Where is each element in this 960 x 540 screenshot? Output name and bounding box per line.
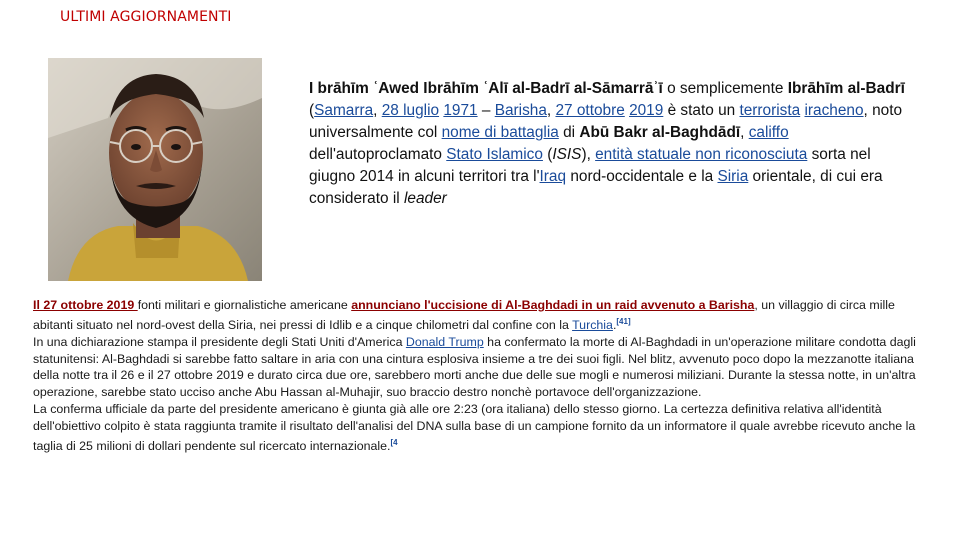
full-name: I brāhīm ʿAwed Ibrāhīm ʿAlī al-Badrī al-Sāmarrāʾī [309,80,663,97]
isis-abbr: ISIS [552,146,582,163]
short-name: Ibrāhīm al-Badrī [787,80,905,97]
paragraph-1: Il 27 ottobre 2019 fonti militari e giornalistiche americane annunciano l'uccisione di Al-Baghdadi in un raid avvenuto a Barisha, un villaggio di circa mille abitanti situato nel nord-ovest della Siria, nei pressi di Idlib e a cinque chilometri dal confine con la Turchia.[41] [33,298,895,332]
citation-41[interactable]: [41] [616,316,631,326]
portrait-photo [48,58,262,281]
link-iraq[interactable]: Iraq [539,168,567,185]
leader-word: leader [403,190,447,207]
link-barisha[interactable]: Barisha [494,102,547,119]
link-turchia[interactable]: Turchia [572,317,613,332]
link-birth-year[interactable]: 1971 [443,102,478,119]
news-body [33,297,925,454]
section-title: ULTIMI AGGIORNAMENTI [60,9,232,25]
portrait-image [48,58,262,281]
citation-4[interactable]: [4 [390,437,398,447]
intro-paragraph: I brāhīm ʿAwed Ibrāhīm ʿAlī al-Badrī al-Sāmarrāʾī o semplicemente Ibrāhīm al-Badrī (Samarra, 28 luglio 1971 – Barisha, 27 ottobre 2019 è stato un terrorista iracheno, noto universalmente col nome di battaglia di Abū Bakr al-Baghdādī, califfo dell'autoproclamato Stato Islamico (ISIS), entità statuale non riconosciuta sorta nel giugno 2014 in alcuni territori tra l'Iraq nord-occidentale e la Siria orientale, di cui era considerato il leader [309,80,905,207]
link-death-year[interactable]: 2019 [629,102,664,119]
link-iracheno[interactable]: iracheno [804,102,864,119]
link-death-date[interactable]: 27 ottobre [555,102,625,119]
link-nome-di-battaglia[interactable]: nome di battaglia [441,124,559,141]
link-califfo[interactable]: califfo [748,124,789,141]
link-siria[interactable]: Siria [717,168,749,185]
paragraph-2: In una dichiarazione stampa il presidente degli Stati Uniti d'America Donald Trump ha confermato la morte di Al-Baghdadi in un'operazione militare condotta dagli statunitensi: Al-Baghdadi si sarebbe fatto saltare in aria con una cintura esplosiva insieme a tre dei suoi figli. Nel blitz, avvenuto poco dopo la mezzanotte italiana della notte tra il 26 e il 27 ottobre 2019 e durato circa due ore, sarebbero morti anche due delle sue mogli e numerosi miliziani. Durante la stessa notte, in un'altra operazione, sarebbe stato ucciso anche Abu Hassan al-Muhajir, suo braccio destro nonchè portavoce dell'organizzazione. [33,334,916,400]
link-stato-islamico[interactable]: Stato Islamico [446,146,543,163]
link-terrorista[interactable]: terrorista [739,102,801,119]
date-link[interactable]: Il 27 ottobre 2019 [33,298,138,312]
nom-de-guerre: Abū Bakr al-Baghdādī [579,124,741,141]
link-birth-date[interactable]: 28 luglio [381,102,440,119]
paragraph-3: La conferma ufficiale da parte del presidente americano è giunta già alle ore 2:23 (ora italiana) dello stesso giorno. La certezza definitiva relativa all'identità dell'obiettivo colpito è stata raggiunta tramite il risultato dell'analisi del DNA sulla base di un campione fornito da un informatore il quale avrebbe ricevuto anche la taglia di 25 milioni di dollari pendente sul ricercato internazionale.$^{[4}$ [33,401,916,453]
link-donald-trump[interactable]: Donald Trump [405,334,484,349]
link-samarra[interactable]: Samarra [314,102,374,119]
link-annuncio[interactable]: annunciano l'uccisione di Al-Baghdadi in un raid avvenuto a Barisha [351,298,755,312]
link-entita-statuale[interactable]: entità statuale non riconosciuta [595,146,808,163]
